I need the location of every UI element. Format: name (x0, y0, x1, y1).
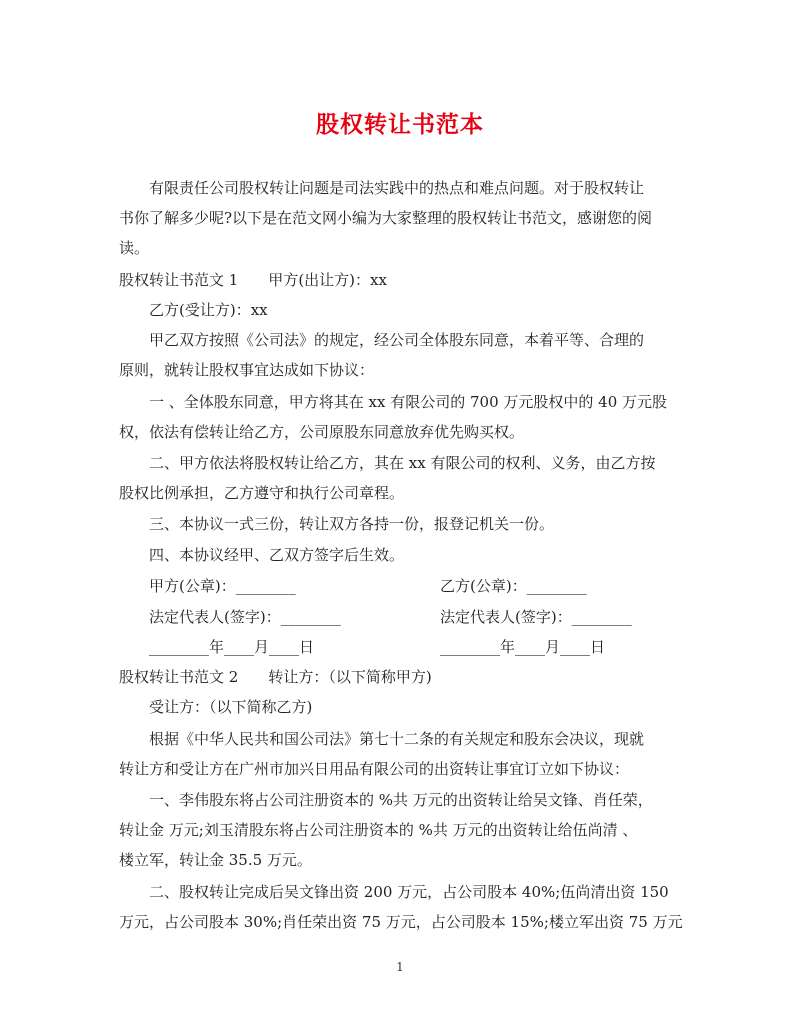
sample2-clause1-line: 楼立军，转让金 35.5 万元。 (119, 851, 312, 869)
sign-a-seal: 甲方(公章)：________ (149, 577, 296, 595)
intro-line: 读。 (119, 239, 150, 257)
intro-line: 有限责任公司股权转让问题是司法实践中的热点和难点问题。对于股权转让 (149, 179, 645, 197)
intro-line: 书你了解多少呢?以下是在范文网小编为大家整理的股权转让书范文，感谢您的阅 (119, 209, 653, 227)
sample1-clause1-line: 一 、全体股东同意，甲方将其在 xx 有限公司的 700 万元股权中的 40 万元股 (149, 393, 668, 411)
sign-b-rep: 法定代表人(签字)：________ (440, 608, 632, 626)
sample2-transferee: 受让方：（以下简称乙方) (149, 698, 313, 716)
date-b: ________年____月____日 (440, 638, 606, 656)
document-title: 股权转让书范本 (316, 111, 484, 138)
sample1-clause4: 四、本协议经甲、乙双方签字后生效。 (149, 546, 405, 564)
sample2-clause1-line: 一、李伟股东将占公司注册资本的 %共 万元的出资转让给吴文锋、肖任荣， (149, 791, 653, 809)
sample1-clause3: 三、本协议一式三份，转让双方各持一份，报登记机关一份。 (149, 515, 555, 533)
sample1-preamble-line: 原则，就转让股权事宜达成如下协议： (119, 361, 375, 379)
date-a: ________年____月____日 (149, 638, 315, 656)
sample2-preamble-line: 根据《中华人民共和国公司法》第七十二条的有关规定和股东会决议，现就 (149, 730, 645, 748)
page-number: 1 (396, 960, 404, 974)
sample1-heading: 股权转让书范文 1 甲方(出让方)：xx (119, 271, 387, 289)
sample2-preamble-line: 转让方和受让方在广州市加兴日用品有限公司的出资转让事宜订立如下协议： (119, 760, 630, 778)
sample2-clause1-line: 转让金 万元;刘玉清股东将占公司注册资本的 %共 万元的出资转让给伍尚清 、 (119, 821, 638, 839)
sample1-clause1-line: 权，依法有偿转让给乙方，公司原股东同意放弃优先购买权。 (119, 423, 525, 441)
sample1-party-b: 乙方(受让方)：xx (149, 301, 268, 319)
sample1-clause2-line: 二、甲方依法将股权转让给乙方，其在 xx 有限公司的权利、义务，由乙方按 (149, 454, 656, 472)
sign-a-rep: 法定代表人(签字)：________ (149, 608, 341, 626)
sample2-heading: 股权转让书范文 2 转让方：（以下简称甲方) (119, 668, 432, 686)
sign-b-seal: 乙方(公章)：________ (440, 577, 587, 595)
sample1-preamble-line: 甲乙双方按照《公司法》的规定，经公司全体股东同意，本着平等、合理的 (149, 331, 645, 349)
sample2-clause2-line: 万元，占公司股本 30%;肖任荣出资 75 万元，占公司股本 15%;楼立军出资 75 万元 (119, 913, 683, 931)
sample1-clause2-line: 股权比例承担，乙方遵守和执行公司章程。 (119, 484, 405, 502)
sample2-clause2-line: 二、股权转让完成后吴文锋出资 200 万元，占公司股本 40%;伍尚清出资 150 (149, 883, 669, 901)
